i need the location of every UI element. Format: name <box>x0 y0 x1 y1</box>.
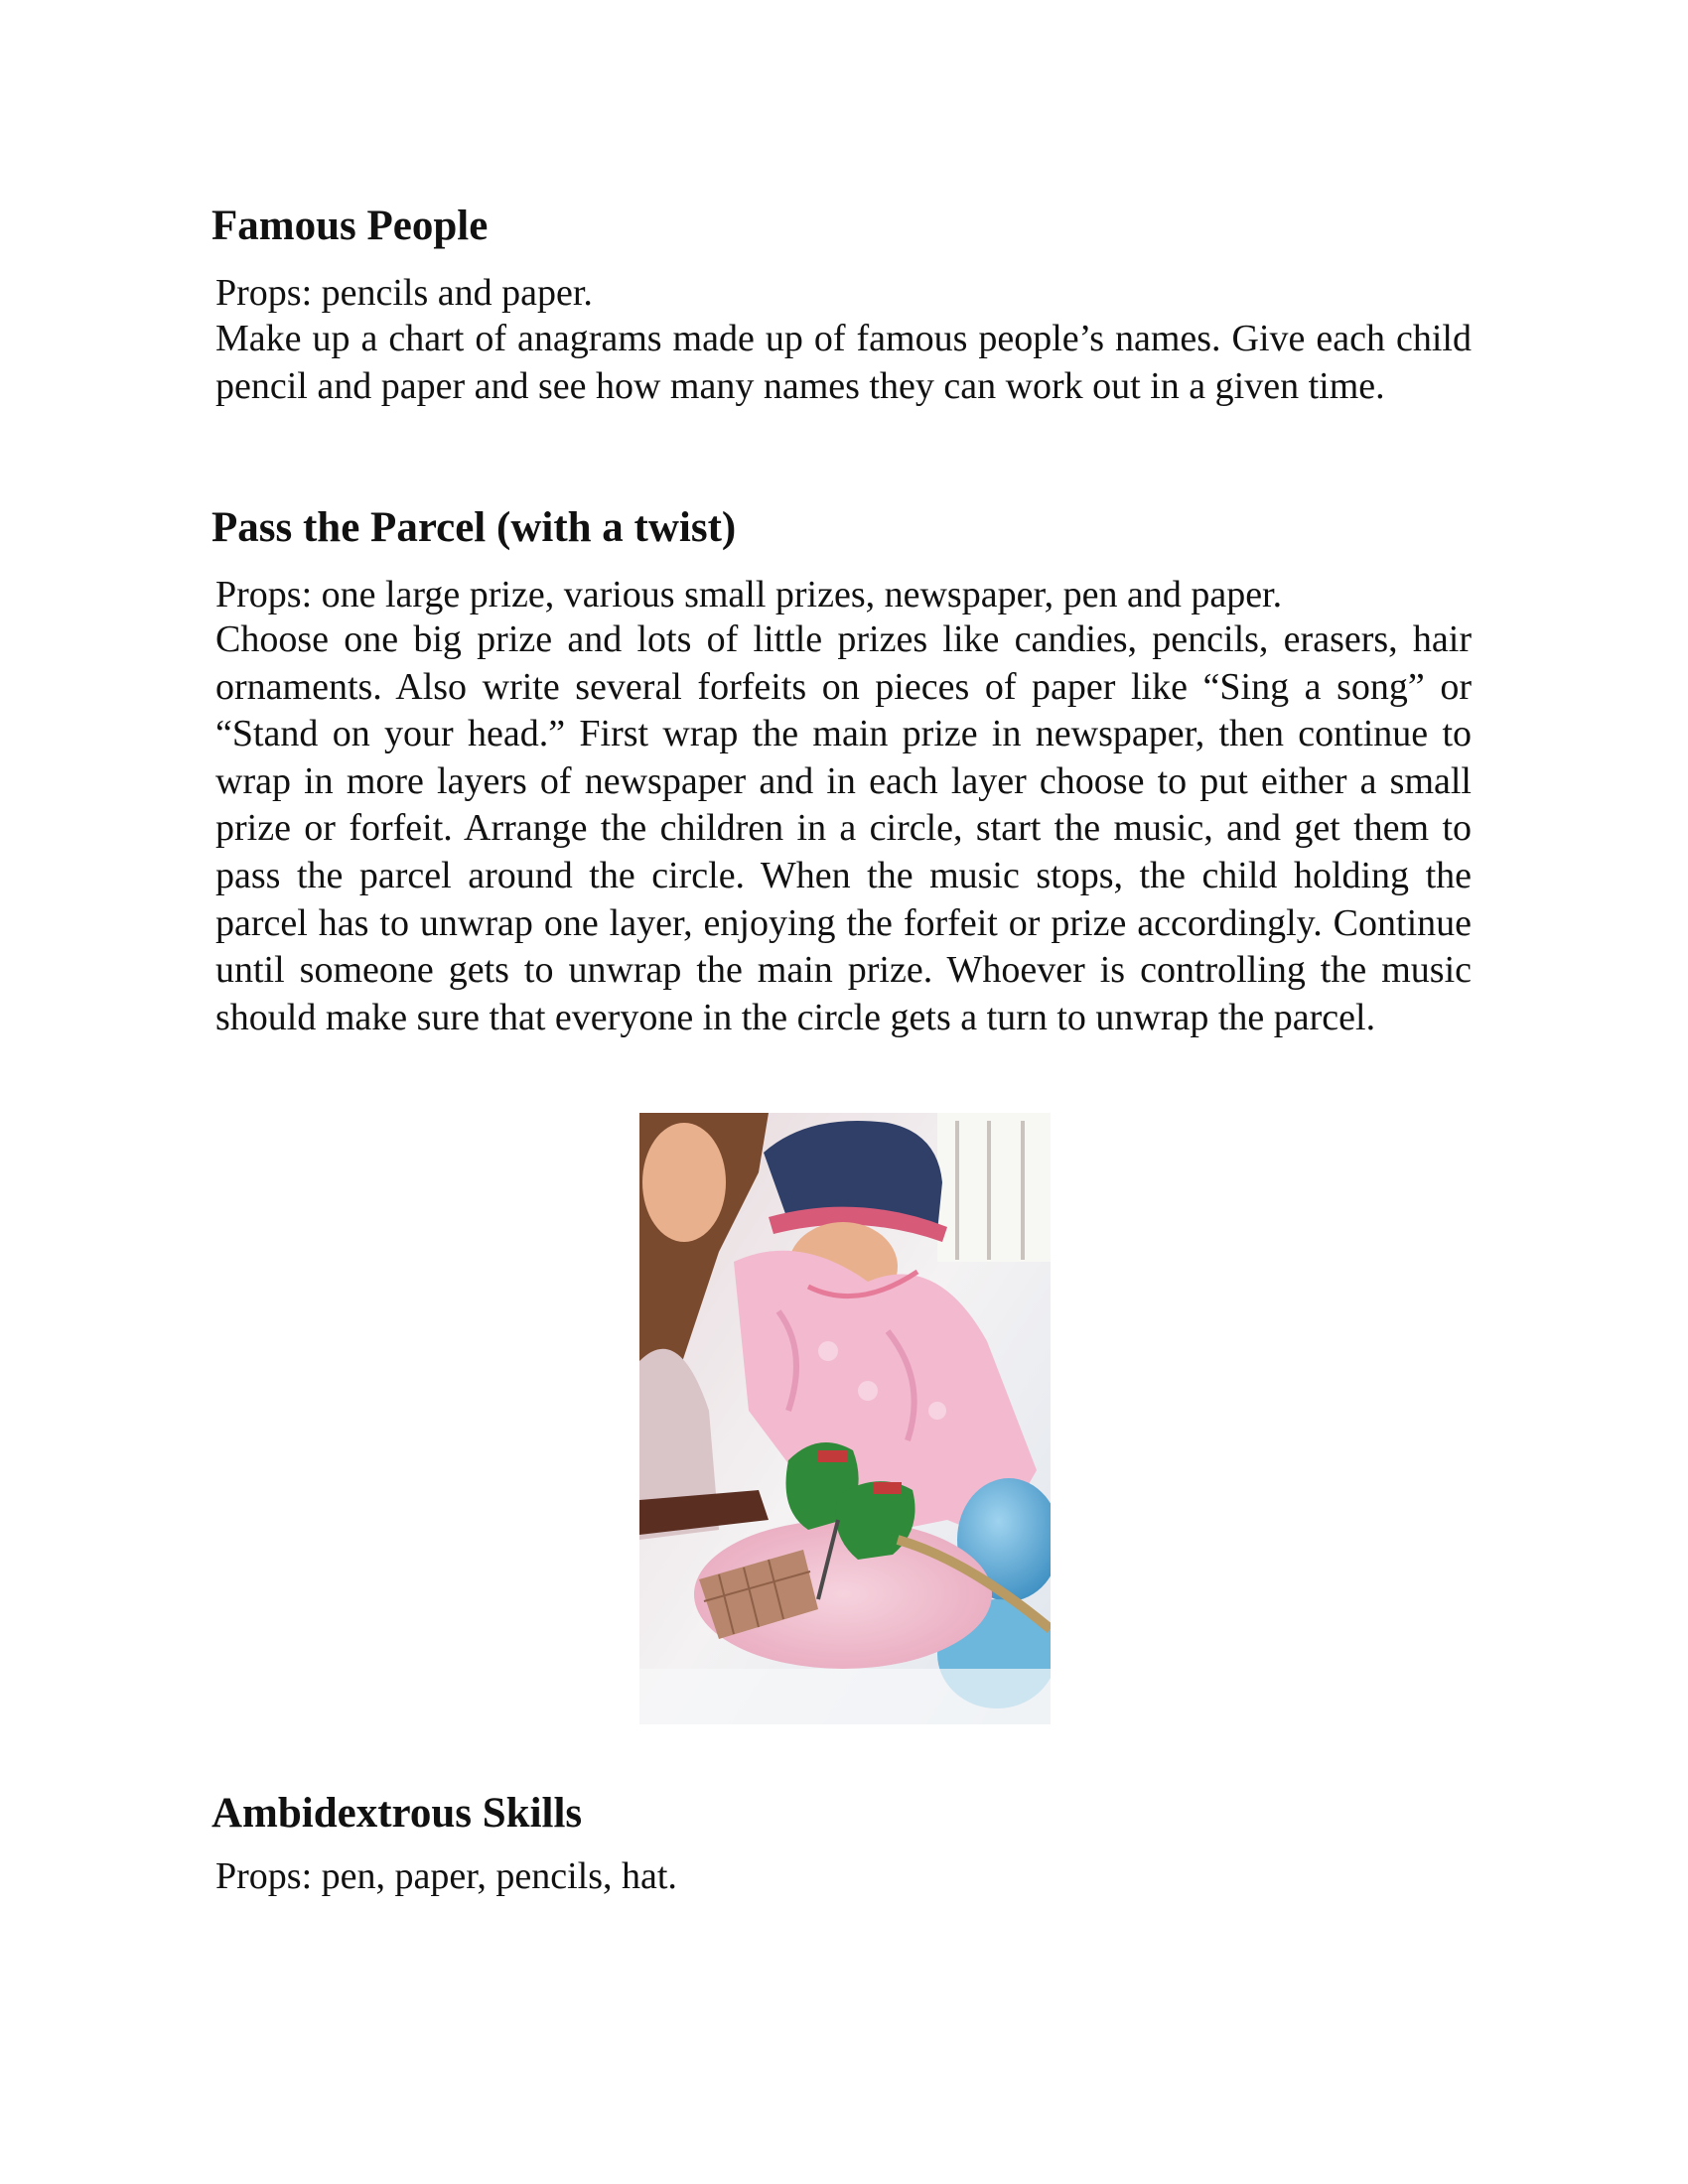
props-pass-the-parcel: Props: one large prize, various small prizes, newspaper, pen and paper. <box>215 574 1283 615</box>
heading-famous-people: Famous People <box>211 203 489 249</box>
body-pass-the-parcel: Choose one big prize and lots of little prizes like candies, pencils, erasers, hair ornaments. Also write several forfeits on pieces of paper like “Sing a song” or “Stand on your head.” First wrap the main prize in newspaper, then continue to wrap in more layers of newspaper and in each layer choose to put either a small prize or forfeit. Arrange the children in a circle, start the music, and get them to pass the parcel around the circle. When the music stops, the child holding the parcel has to unwrap one layer, enjoying the forfeit or prize accordingly. Continue until someone gets to unwrap the main prize. Whoever is controlling the music should make sure that everyone in the circle gets a turn to unwrap the parcel. <box>215 618 1472 1038</box>
photo-child-unwrapping-parcel <box>639 1113 1051 1724</box>
body-famous-people: Make up a chart of anagrams made up of famous people’s names. Give each child pencil and paper and see how many names they can work out in a given time. <box>215 318 1472 407</box>
heading-ambidextrous-skills: Ambidextrous Skills <box>211 1790 583 1837</box>
props-ambidextrous-skills: Props: pen, paper, pencils, hat. <box>215 1855 677 1897</box>
props-famous-people: Props: pencils and paper. <box>215 272 593 314</box>
heading-pass-the-parcel: Pass the Parcel (with a twist) <box>211 504 737 551</box>
